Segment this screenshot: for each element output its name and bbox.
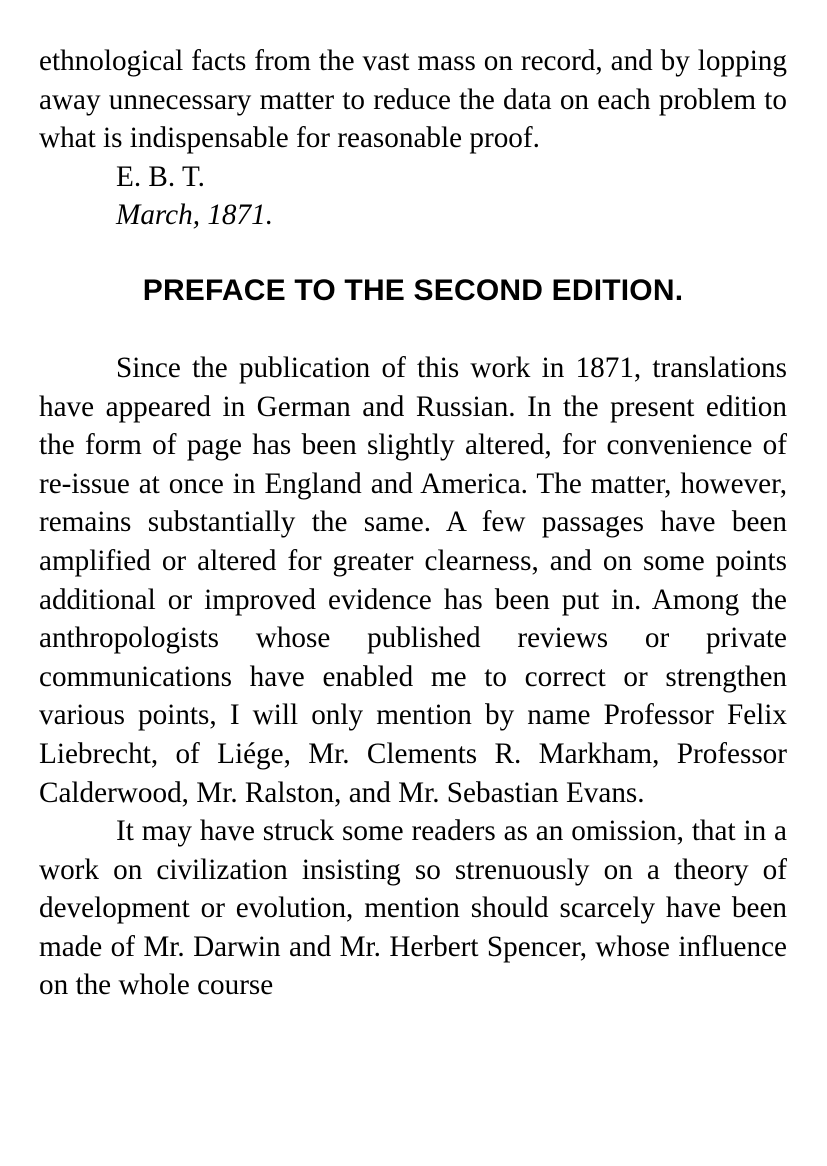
preface-date: March, 1871. — [116, 199, 273, 232]
section-heading: PREFACE TO THE SECOND EDITION. — [142, 273, 684, 307]
author-initials: E. B. T. — [116, 160, 205, 193]
body-paragraph-1: Since the publication of this work in 1871, translations have appeared in German and Russian. In the present edition the form of page has been slightly altered, for convenience of re-issue at once in England and America. The matter, however, remains substantially the same. A few passages have been amplified or altered for greater clearness, and on some points additional or improved evidence has been put in. Among the anthropologists whose published reviews or private communications have enabled me to correct or strengthen various points, I will only mention by name Professor Felix Liebrecht, of Liége, Mr. Clements R. Markham, Professor Calderwood, Mr. Ralston, and Mr. Sebastian Evans. — [39, 351, 787, 809]
body-paragraph-2: It may have struck some readers as an omission, that in a work on civilization insisting so strenuously on a theory of development or evolution, mention should scarcely have been made of Mr. Darwin and Mr. Herbert Spencer, whose influence on the whole course — [39, 815, 787, 1002]
intro-paragraph: ethnological facts from the vast mass on record, and by lopping away unnecessary matter to reduce the data on each problem to what is indispensable for reasonable proof. — [39, 45, 787, 155]
document-page — [39, 42, 787, 1005]
